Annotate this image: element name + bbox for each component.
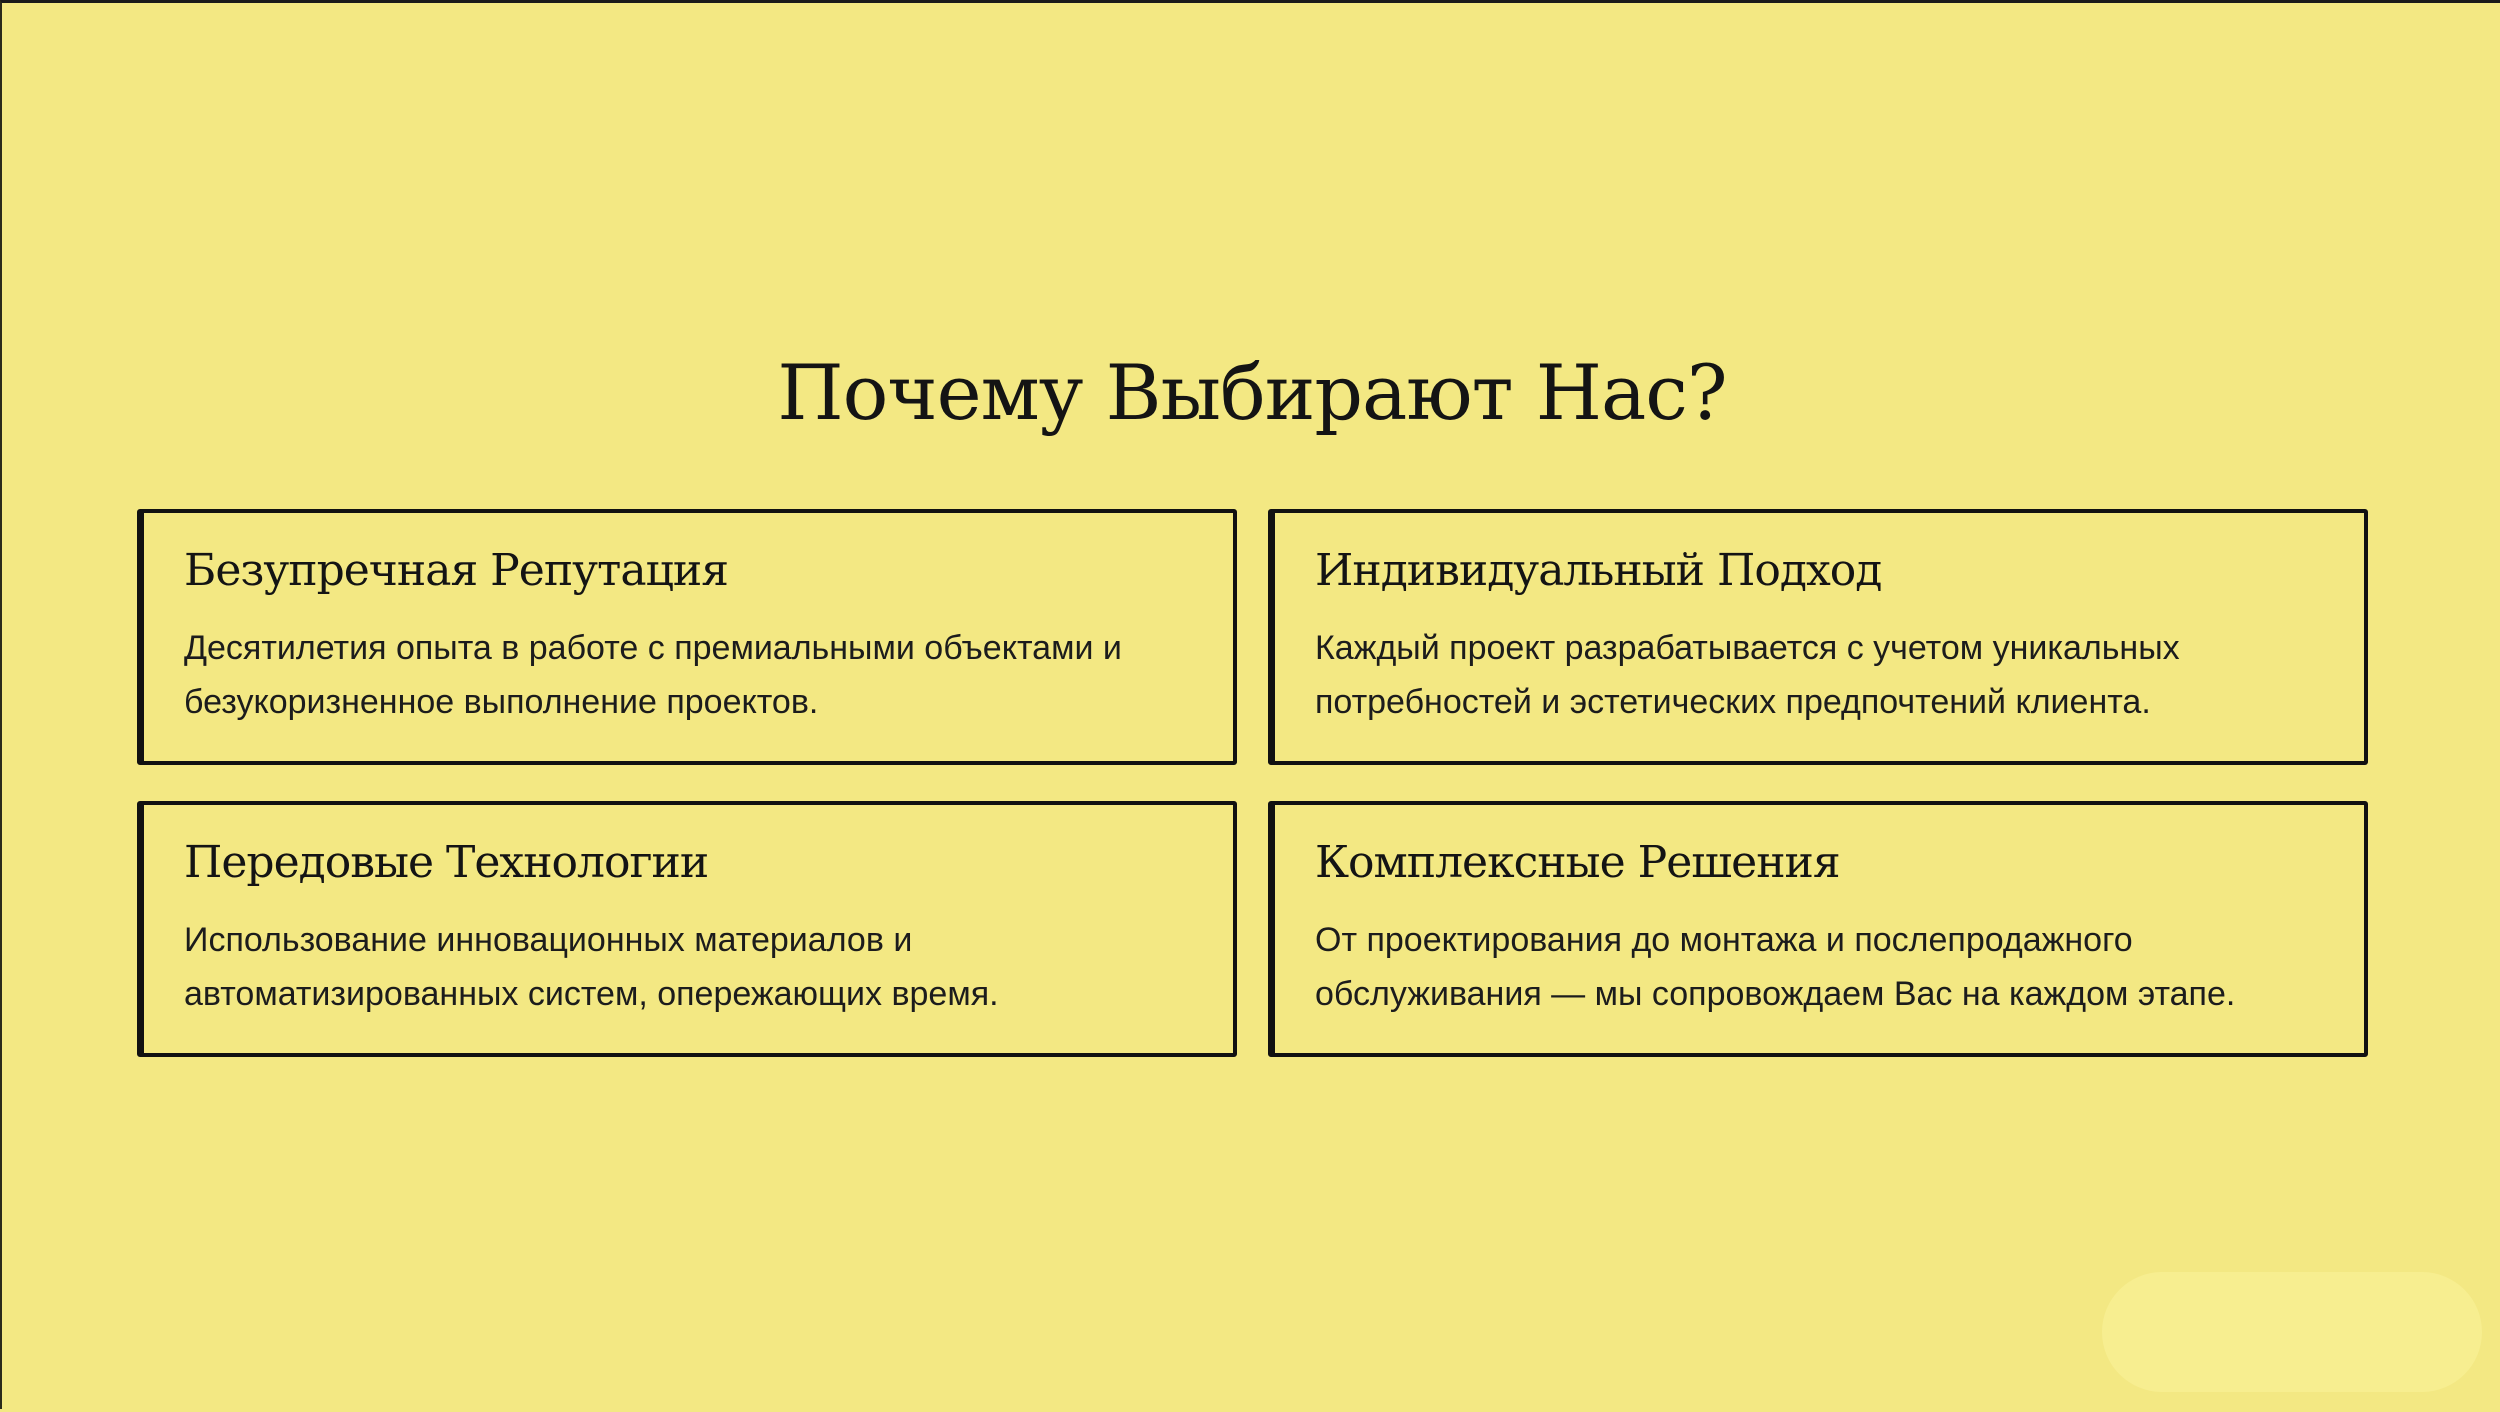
feature-card-individual-approach <box>1268 509 2368 765</box>
card-description: Каждый проект разрабатывается с учетом уникальных потребностей и эстетических предпочтений клиента. <box>1315 629 2180 721</box>
card-description: От проектирования до монтажа и послепродажного обслуживания — мы сопровождаем Вас на каждом этапе. <box>1315 921 2236 1013</box>
feature-card-technologies <box>137 801 1237 1057</box>
card-description: Десятилетия опыта в работе с премиальными объектами и безукоризненное выполнение проектов. <box>184 629 1122 721</box>
card-title: Индивидуальный Подход <box>1315 545 1882 596</box>
slide <box>2 3 2500 1412</box>
card-title: Передовые Технологии <box>184 837 709 888</box>
card-title: Безупречная Репутация <box>184 545 728 596</box>
corner-highlight <box>2102 1272 2482 1392</box>
feature-card-reputation <box>137 509 1237 765</box>
card-title: Комплексные Решения <box>1315 837 1840 888</box>
card-description: Использование инновационных материалов и автоматизированных систем, опережающих время. <box>184 921 999 1013</box>
section-title: Почему Выбирают Нас? <box>777 348 1727 437</box>
feature-card-complex-solutions <box>1268 801 2368 1057</box>
